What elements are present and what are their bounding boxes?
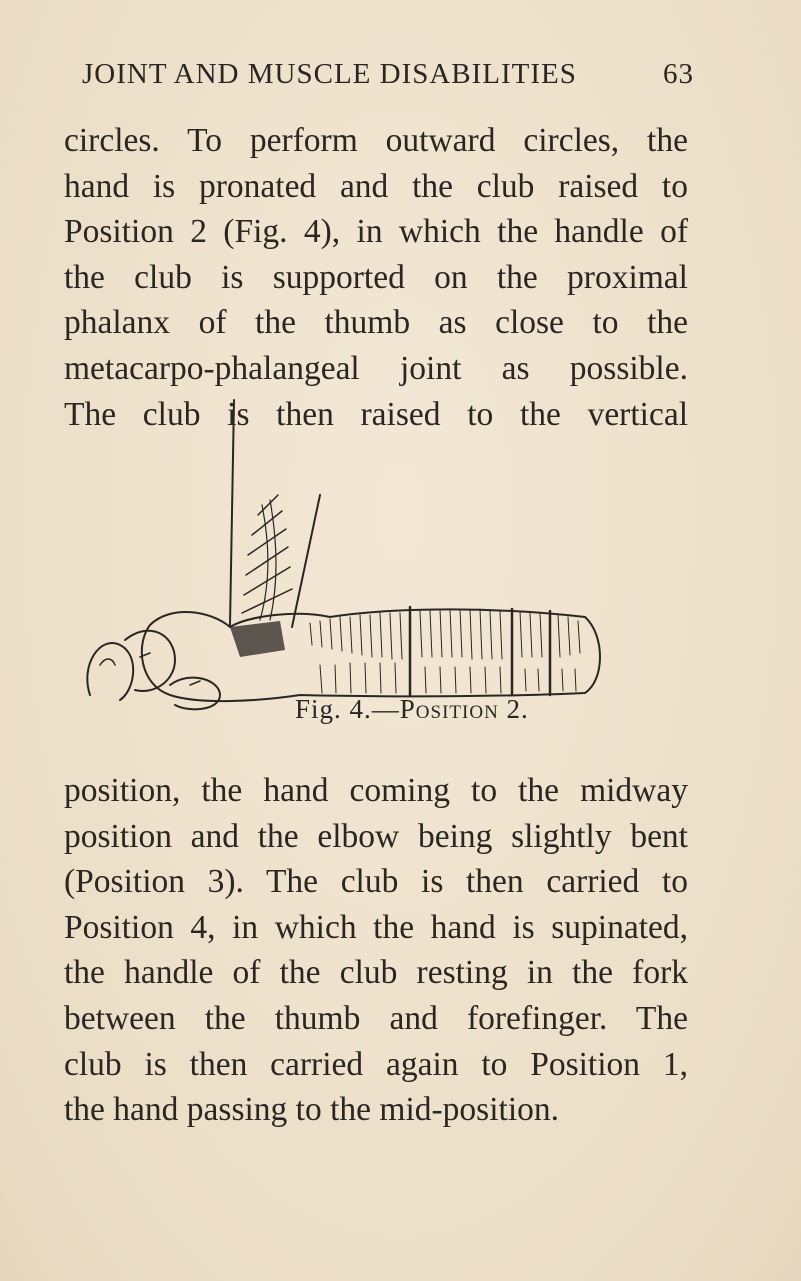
caption-figure-number: Fig. 4.: [295, 694, 372, 724]
text-line: metacarpo-phalangeal joint as possible.: [64, 349, 688, 387]
page-number: 63: [663, 58, 694, 90]
text-line: between the thumb and forefinger. The: [64, 999, 688, 1037]
text-line: position and the elbow being slightly bent: [64, 817, 688, 855]
text-line: The club is then raised to the vertical: [64, 395, 688, 433]
figure-caption: [295, 694, 529, 725]
text-line: Position 2 (Fig. 4), in which the handle of: [64, 213, 688, 251]
paragraph-upper: [64, 118, 688, 437]
text-line: Position 4, in which the hand is supinated,: [64, 908, 688, 946]
text-line: phalanx of the thumb as close to the: [64, 304, 688, 342]
text-line: club is then carried again to Position 1,: [64, 1045, 688, 1083]
hand-club-illustration: [80, 395, 620, 715]
text-line: position, the hand coming to the midway: [64, 772, 688, 809]
paragraph-lower: [64, 768, 688, 1133]
running-head: [82, 58, 694, 91]
text-line: the hand passing to the mid-position.: [64, 1091, 560, 1129]
text-line: the club is supported on the proximal: [64, 258, 688, 296]
text-line: (Position 3). The club is then carried to: [64, 863, 688, 901]
text-line: hand is pronated and the club raised to: [64, 167, 688, 205]
text-line: the handle of the club resting in the fork: [64, 954, 688, 992]
caption-label: Position 2.: [399, 694, 529, 724]
caption-dash: —: [371, 694, 400, 724]
chapter-title: JOINT AND MUSCLE DISABILITIES: [82, 58, 577, 90]
text-line: circles. To perform outward circles, the: [64, 122, 688, 159]
